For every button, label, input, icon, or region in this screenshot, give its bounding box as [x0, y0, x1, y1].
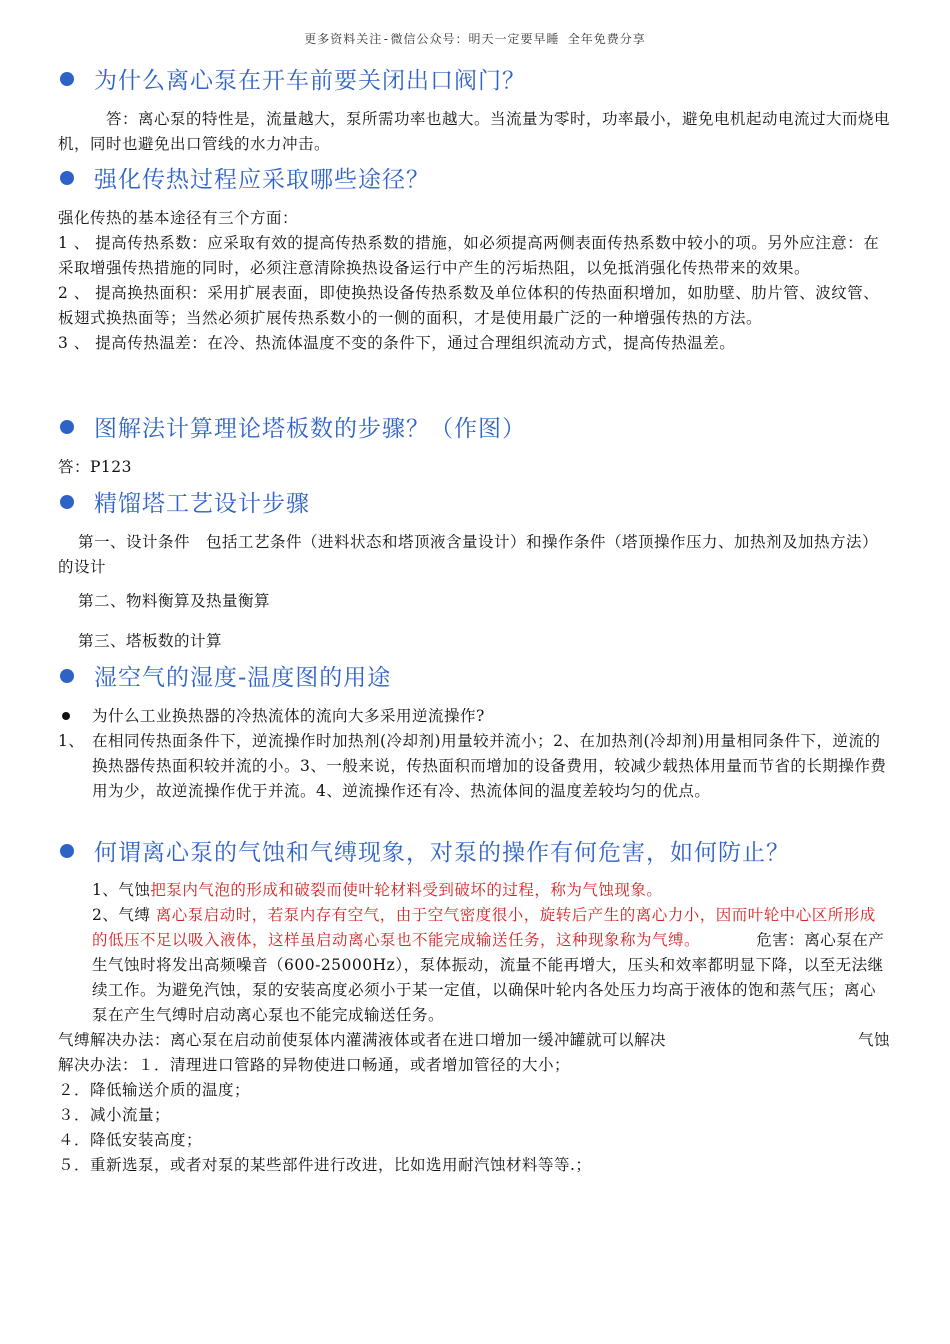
section-title: 何谓离心泵的气蚀和气缚现象，对泵的操作有何危害，如何防止？: [94, 840, 790, 866]
cavitation-measure-3: ３．减小流量；: [58, 1106, 171, 1124]
gas-binding-text: 离心泵启动时，若泵内存有空气，由于空气密度很小，旋转后产生的离心力小，因而叶轮中心区所形成的低压不足以吸入液体，这样虽启动离心泵也不能完成输送任务，这种现象称为气缚。: [92, 906, 876, 949]
gas-binding-definition: [92, 903, 890, 1028]
gas-binding-solution: 气缚解决办法：离心泵在启动前使泵体内灌满液体或者在进口增加一缓冲罐就可以解决: [58, 1031, 667, 1049]
section-heading-6: [60, 834, 790, 867]
paragraph-3: 3 、 提高传热温差：在冷、热流体温度不变的条件下，通过合理组织流动方式，提高传热温差。: [58, 334, 736, 352]
cavitation-measure-1: 解决办法：１．清理进口管路的异物使进口畅通，或者增加管径的大小；: [58, 1056, 571, 1074]
question-text: 为什么工业换热器的冷热流体的流向大多采用逆流操作?: [92, 707, 485, 725]
bullet-icon: [60, 844, 74, 858]
bullet-icon: [60, 72, 74, 86]
section-heading-2: [60, 161, 430, 194]
item-number: 1、: [58, 732, 85, 750]
answer-text: 答：P123: [58, 458, 133, 476]
bullet-icon: [62, 712, 70, 720]
section-title: 强化传热过程应采取哪些途径？: [94, 167, 430, 193]
cavitation-measure-5: ５．重新选泵，或者对泵的某些部件进行改进，比如选用耐汽蚀材料等等.；: [58, 1156, 592, 1174]
solution-line: [58, 1028, 890, 1053]
section-body-6: [58, 878, 890, 1178]
section-title: 图解法计算理论塔板数的步骤？（作图）: [94, 416, 526, 442]
section-heading-3: [60, 410, 526, 443]
cavitation-measure-4: ４．降低安装高度；: [58, 1131, 203, 1149]
design-step-1: 第一、设计条件 包括工艺条件（进料状态和塔顶液含量设计）和操作条件（塔顶操作压力、加热剂及加热方法）的设计: [58, 533, 879, 576]
design-step-3: 第三、塔板数的计算: [78, 632, 223, 650]
paragraph-1: 1 、 提高传热系数：应采取有效的提高传热系数的措施，如必须提高两侧表面传热系数中较小的项。另外应注意：在采取增强传热措施的同时，必须注意清除换热设备运行中产生的污垢热阻，以免抵消强化传热带来的效果。: [58, 234, 880, 277]
section-body-4: [58, 530, 890, 654]
cavitation-solution-label: 气蚀: [857, 1031, 890, 1049]
bullet-icon: [60, 669, 74, 683]
answer-text: 答：离心泵的特性是，流量越大，泵所需功率也越大。当流量为零时，功率最小，避免电机起动电流过大而烧电机，同时也避免出口管线的水力冲击。: [58, 110, 891, 153]
bullet-icon: [60, 495, 74, 509]
section-body-2: [58, 206, 890, 356]
intro-text: 强化传热的基本途径有三个方面：: [58, 209, 299, 227]
answer-text: 在相同传热面条件下，逆流操作时加热剂(冷却剂)用量较并流小；2、在加热剂(冷却剂)用量相同条件下，逆流的换热器传热面积较并流的小。3、一般来说，传热面积而增加的设备费用，较减少载热体用量而节省的长期操作费用为少，故逆流操作优于并流。4、逆流操作还有冷、热流体间的温度差较均匀的优点。: [92, 732, 887, 800]
page-header: 更多资料关注-微信公众号：明天一定要早睡 全年免费分享: [304, 32, 646, 46]
answer-item: [58, 729, 890, 804]
section-body-1: [58, 107, 890, 157]
pump-phenomena: [58, 878, 890, 1028]
cavitation-definition: [92, 878, 890, 903]
section-body-5: [58, 704, 890, 804]
section-heading-4: [60, 485, 310, 518]
cavitation-text: 把泵内气泡的形成和破裂而使叶轮材料受到破坏的过程，称为气蚀现象。: [150, 881, 663, 899]
question-item: [58, 704, 890, 729]
bullet-icon: [60, 171, 74, 185]
gas-binding-label: 2、气缚: [92, 906, 151, 924]
design-step-2: 第二、物料衡算及热量衡算: [78, 592, 271, 610]
section-title: 为什么离心泵在开车前要关闭出口阀门？: [94, 68, 526, 94]
section-heading-5: [60, 659, 391, 692]
bullet-icon: [60, 420, 74, 434]
section-body-3: [58, 455, 890, 480]
section-title: 精馏塔工艺设计步骤: [94, 491, 310, 517]
section-title: 湿空气的湿度-温度图的用途: [94, 665, 392, 691]
cavitation-measure-2: ２．降低输送介质的温度；: [58, 1081, 251, 1099]
paragraph-2: 2 、 提高换热面积：采用扩展表面，即使换热设备传热系数及单位体积的传热面积增加，如肋壁、肋片管、波纹管、板翅式换热面等；当然必须扩展传热系数小的一侧的面积，才是使用最广泛的一种增强传热的方法。: [58, 284, 880, 327]
cavitation-label: 1、气蚀: [92, 881, 151, 899]
harm-text: 危害：离心泵在产生气蚀时将发出高频噪音（600-25000Hz），泵体振动，流量不能再增大，压头和效率都明显下降，以至无法继续工作。为避免汽蚀，泵的安装高度必须小于某一定值，以确保叶轮内各处压力均高于液体的饱和蒸气压；离心泵在产生气缚时启动离心泵也不能完成输送任务。: [92, 931, 885, 1024]
section-heading-1: [60, 62, 526, 95]
